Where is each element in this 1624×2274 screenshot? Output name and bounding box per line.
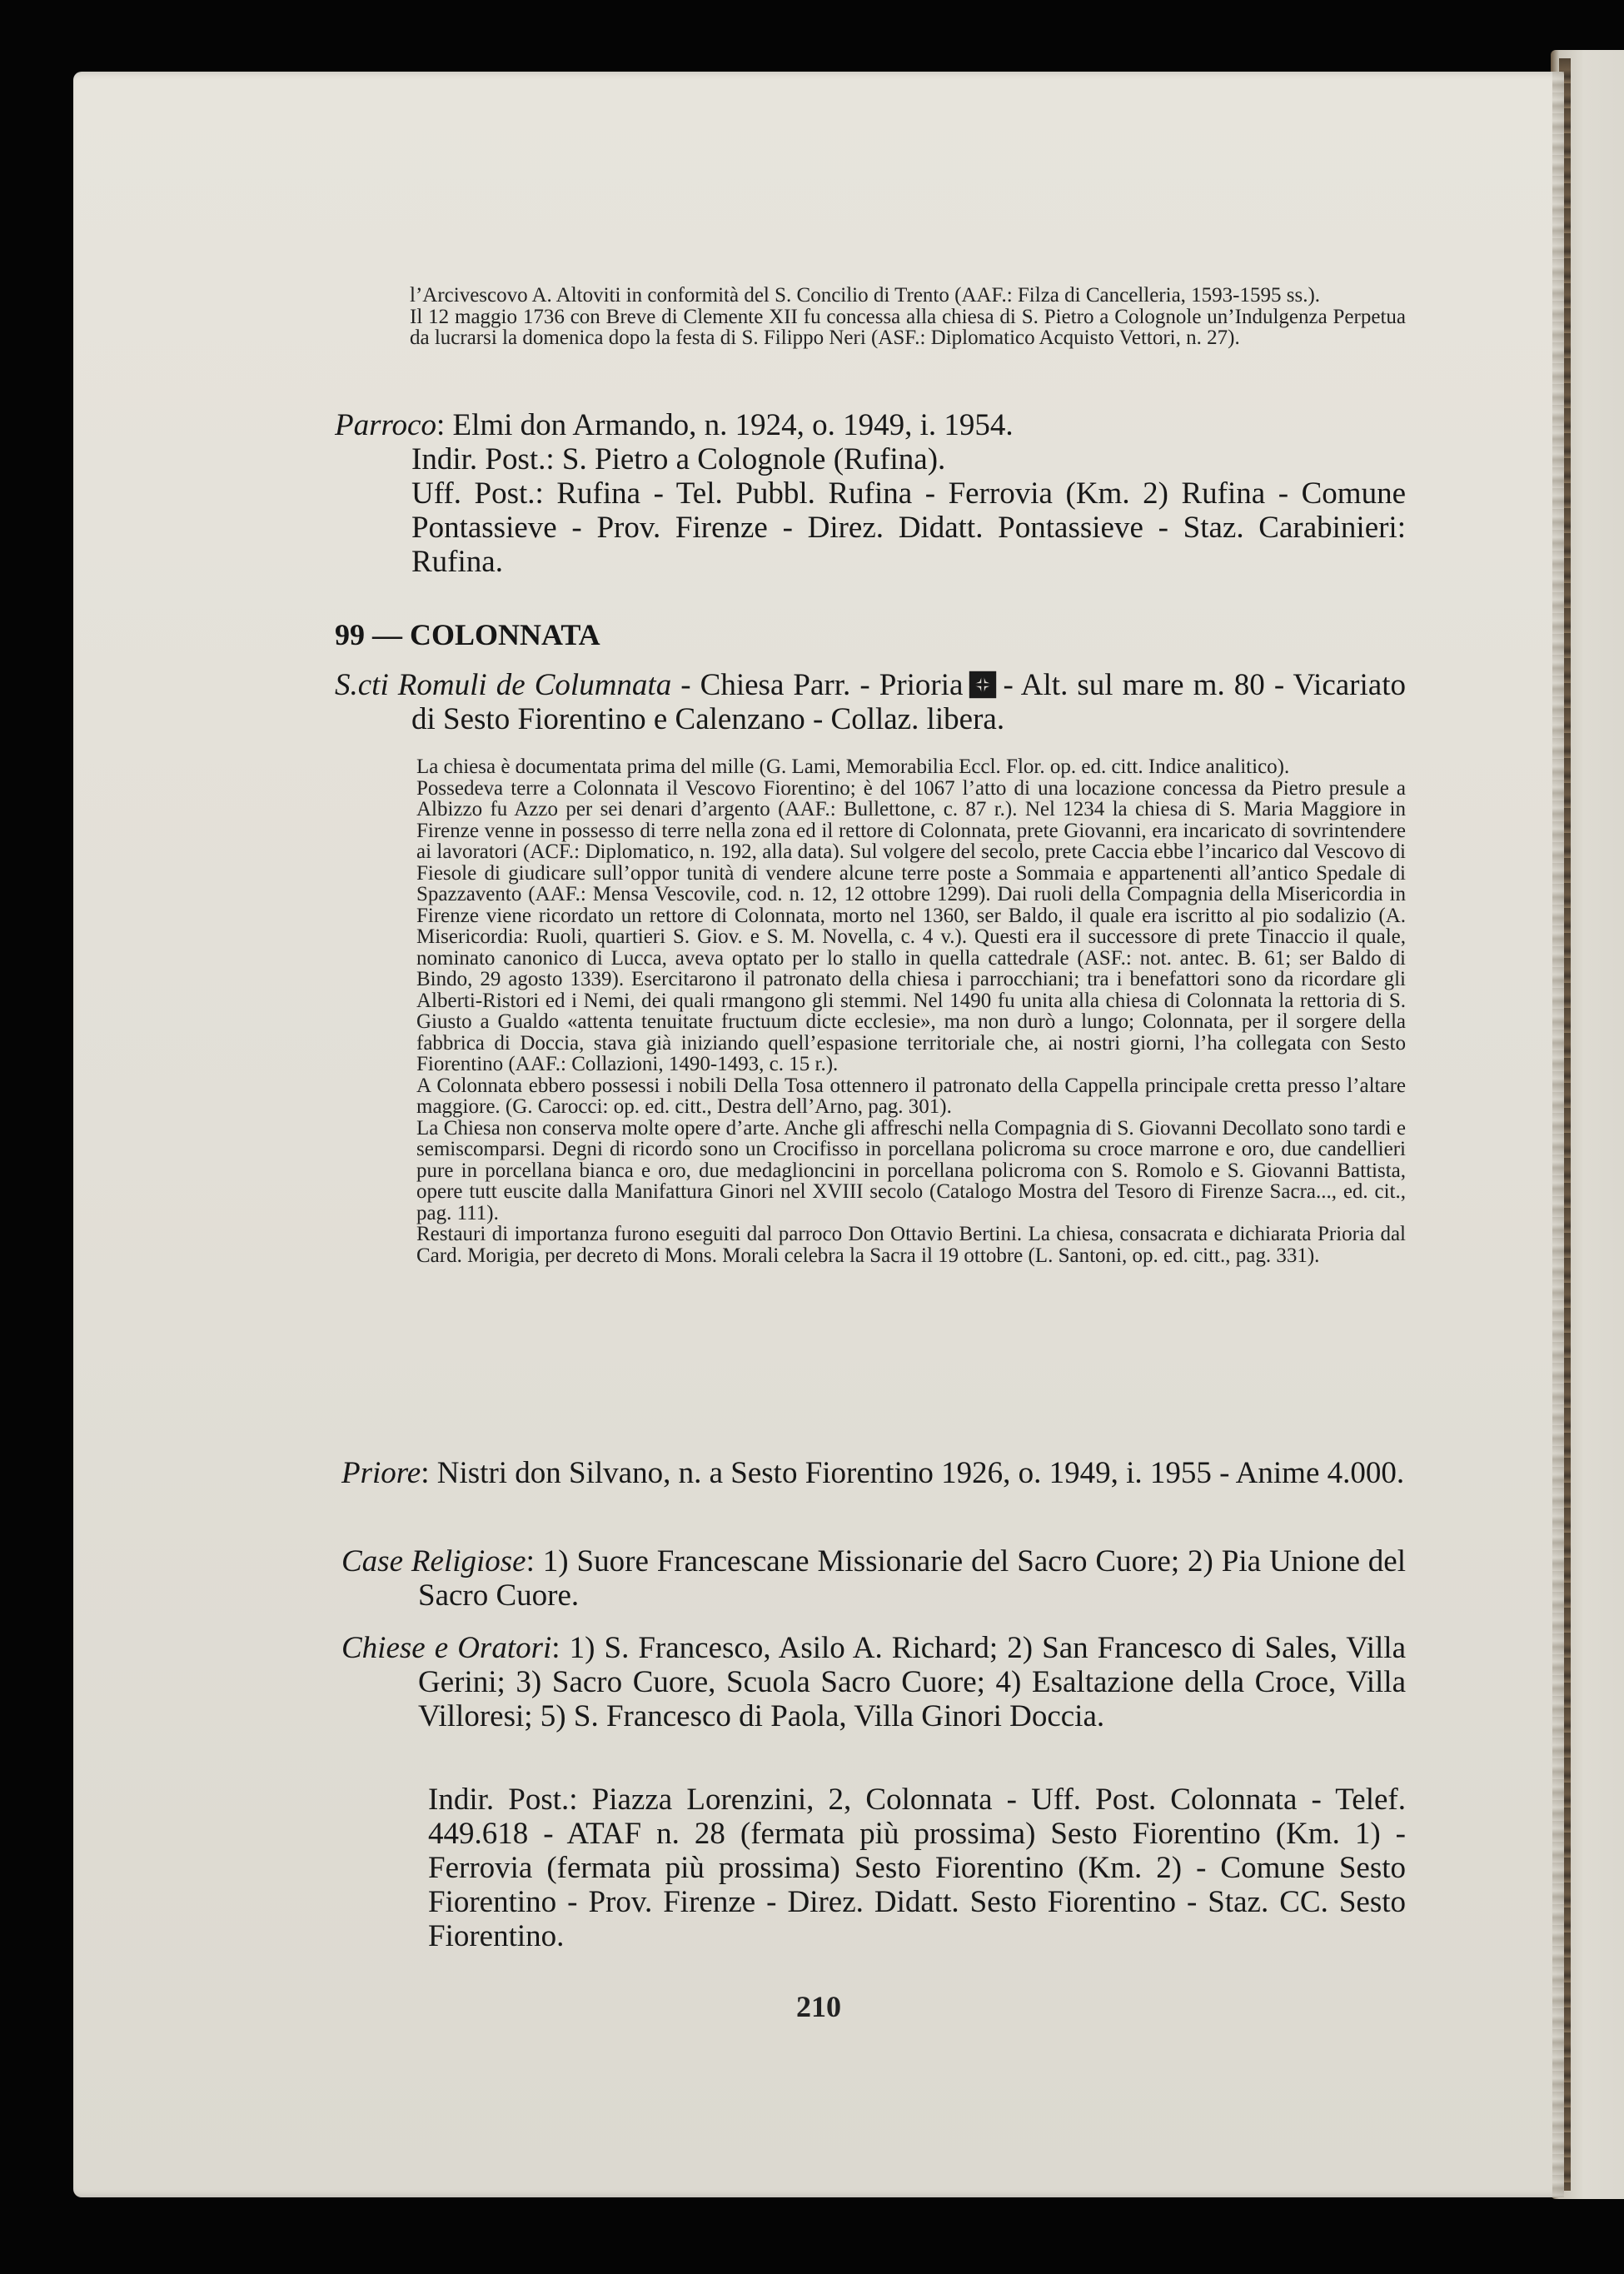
note-paragraph: La chiesa è documentata prima del mille (G. Lami, Memorabilia Eccl. Flor. op. ed. citt. Indice analitico). bbox=[416, 756, 1290, 778]
note-paragraph: Restauri di importanza furono eseguiti dal parroco Don Ottavio Bertini. La chiesa, consacrata e dichiarata Prioria dal Card. Morigia, per decreto di Mons. Morali celebra la Sacra il 19 ottobre (L. Santoni, op. ed. citt., pag. 331). bbox=[416, 1223, 1406, 1267]
church-block bbox=[335, 668, 1406, 736]
church-info-part1: - Chiesa Parr. - Prioria bbox=[671, 668, 964, 702]
address-block bbox=[428, 1783, 1406, 1953]
address-text: Indir. Post.: Piazza Lorenzini, 2, Colonnata - Uff. Post. Colonnata - Telef. 449.618 - ATAF n. 28 (fermata più prossima) Sesto Fiorentino (Km. 1) - Ferrovia (fermata più prossima) Sesto Fiorentino (Km. 2) - Comune Sesto Fiorentino - Prov. Firenze - Direz. Didatt. Sesto Fiorentino - Staz. CC. Sesto Fiorentino. bbox=[428, 1783, 1406, 1953]
parroco-value: : Elmi don Armando, n. 1924, o. 1949, i. 1954. bbox=[436, 408, 1014, 442]
note-paragraph: Il 12 maggio 1736 con Breve di Clemente XII fu concessa alla chiesa di S. Pietro a Colognole un’Indulgenza Perpetua da lucrarsi la domenica dopo la festa di S. Filippo Neri (ASF.: Diplomatico Acquisto Vettori, n. 27). bbox=[410, 305, 1406, 349]
case-religiose-block bbox=[341, 1544, 1406, 1613]
page-number: 210 bbox=[796, 1990, 841, 2023]
case-religiose-line bbox=[341, 1544, 1406, 1613]
note-paragraph: l’Arcivescovo A. Altoviti in conformità del S. Concilio di Trento (AAF.: Filza di Cancelleria, 1593-1595 ss.). bbox=[410, 284, 1321, 307]
chiese-oratori-value: : 1) S. Francesco, Asilo A. Richard; 2) San Francesco di Sales, Villa Gerini; 3) Sacro Cuore, Scuola Sacro Cuore; 4) Esaltazione della Croce, Villa Villoresi; 5) S. Francesco di Paola, Villa Ginori Doccia. bbox=[418, 1631, 1406, 1733]
parroco-line bbox=[335, 408, 1406, 442]
chiese-oratori-label: Chiese e Oratori bbox=[341, 1631, 552, 1665]
book-page bbox=[73, 72, 1564, 2197]
parroco-address: Indir. Post.: S. Pietro a Colognole (Rufina). bbox=[411, 442, 946, 476]
parroco-services: Uff. Post.: Rufina - Tel. Pubbl. Rufina - Ferrovia (Km. 2) Rufina - Comune Pontassieve - Prov. Firenze - Direz. Didatt. Pontassieve - Staz. Carabinieri: Rufina. bbox=[411, 476, 1406, 579]
parroco-label: Parroco bbox=[335, 408, 436, 442]
parroco-block bbox=[335, 408, 1406, 579]
church-info-part2: - Alt. sul mare m. 80 - Vicariato di Sesto Fiorentino e Calenzano - Collaz. libera. bbox=[411, 668, 1406, 736]
note-paragraph: Possedeva terre a Colonnata il Vescovo Fiorentino; è del 1067 l’atto di una locazione concessa da Pietro presule a Albizzo fu Azzo per sei denari d’argento (AAF.: Bullettone, c. 87 r.). Nel 1234 la chiesa di S. Maria Maggiore in Firenze venne in possesso di terre nella zona ed il rettore di Colonnata, prete Giovanni, era incaricato di sovrintendere ai lavoratori (ACF.: Diplomatico, n. 192, alla data). Sul volgere del secolo, prete Caccia ebbe l’incarico dal Vescovo di Fiesole di giudicare sull’oppor tunità di vendere alcune terre poste a Sommaia e appartenenti all’antico Spedale di Spazzavento (AAF.: Mensa Vescovile, cod. n. 12, 12 ottobre 1299). Dai ruoli della Compagnia della Misericordia in Firenze viene ricordato un rettore di Colonnata, morto nel 1360, ser Baldo, il quale era iscritto al pio sodalizio (A. Misericordia: Ruoli, quartieri S. Giov. e S. M. Novella, c. 4 v.). Questi era il successore di prete Tinaccio il quale, nominato canonico di Lucca, aveva optato per lo stallo in quella cattedrale (ASF.: not. antec. B. 61; ser Baldo di Bindo, 29 agosto 1339). Esercitarono il patronato della chiesa i parrocchiani; tra i benefattori sono da ricordare gli Alberti-Ristori ed i Nemi, dei quali rmangono gli stemmi. Nel 1490 fu unita alla chiesa di Colonnata la rettoria di S. Giusto a Gualdo «attenta tenuitate fructuum dicte ecclesie», ma non durò a lungo; Colonnata, per il sorgere della fabbrica di Doccia, stava già iniziando quell’espasione territoriale che, ai nostri giorni, l’ha collegata con Sesto Fiorentino (AAF.: Collazioni, 1490-1493, c. 15 r.). bbox=[416, 776, 1406, 1075]
history-notes bbox=[416, 756, 1406, 1266]
case-religiose-label: Case Religiose bbox=[341, 1544, 526, 1578]
chiese-oratori-block bbox=[341, 1631, 1406, 1733]
priore-line bbox=[341, 1456, 1406, 1490]
priore-label: Priore bbox=[341, 1456, 421, 1490]
page-edge-wear bbox=[1552, 72, 1564, 2197]
case-religiose-value: : 1) Suore Francescane Missionarie del Sacro Cuore; 2) Pia Unione del Sacro Cuore. bbox=[418, 1544, 1406, 1613]
chiese-oratori-line bbox=[341, 1631, 1406, 1733]
church-line bbox=[335, 668, 1406, 736]
section-title: 99 — COLONNATA bbox=[335, 618, 600, 651]
top-notes bbox=[410, 285, 1406, 349]
note-paragraph: A Colonnata ebbero possessi i nobili Della Tosa ottennero il patronato della Cappella principale cretta presso l’altare maggiore. (G. Carocci: op. ed. citt., Destra dell’Arno, pag. 301). bbox=[416, 1074, 1406, 1118]
note-paragraph: La Chiesa non conserva molte opere d’arte. Anche gli affreschi nella Compagnia di S. Giovanni Decollato sono tardi e semiscomparsi. Degni di ricordo sono un Crocifisso in porcellana policroma su croce marrone e oro, due candellieri pure in porcellana bianca e oro, due medaglioncini in porcellana policroma con S. Romolo e S. Giovanni Battista, opere tutt euscite dalla Manifattura Ginori nel XVIII secolo (Catalogo Mostra del Tesoro di Firenze Sacra..., ed. cit., pag. 111). bbox=[416, 1116, 1406, 1224]
priore-block bbox=[341, 1456, 1406, 1490]
priore-value: : Nistri don Silvano, n. a Sesto Fiorentino 1926, o. 1949, i. 1955 - Anime 4.000. bbox=[421, 1456, 1405, 1490]
cross-patee-icon bbox=[968, 670, 998, 700]
church-label: S.cti Romuli de Columnata bbox=[335, 668, 672, 702]
